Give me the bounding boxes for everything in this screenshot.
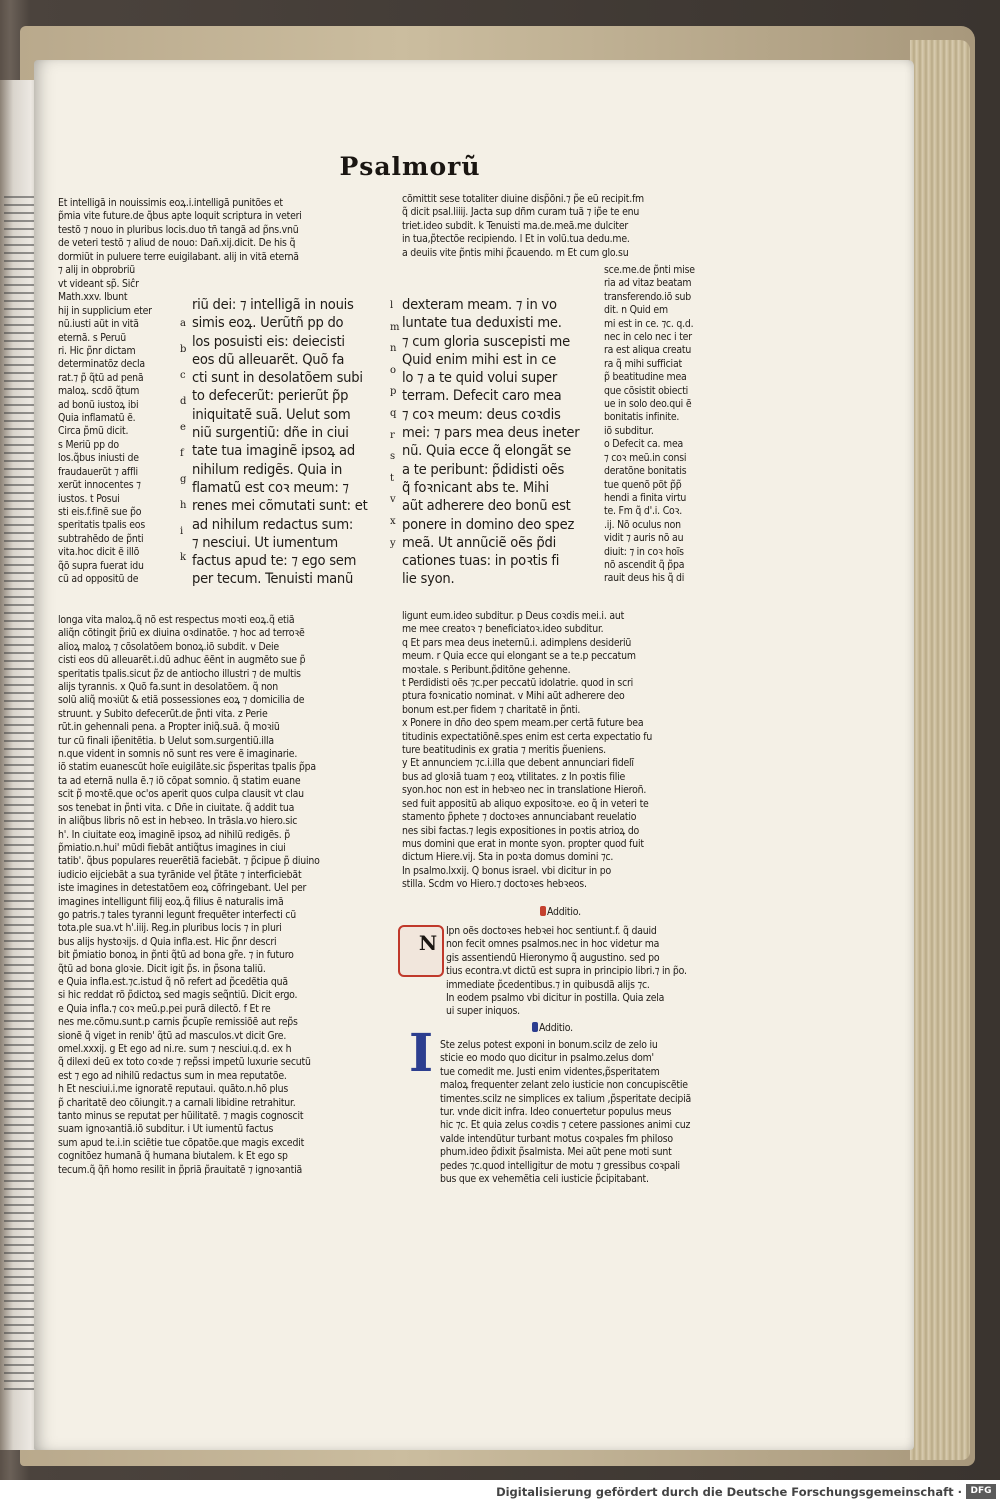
gloss-line: tanto minus se reputat per hũilitatẽ. ⁊ magis cognoscit bbox=[58, 1110, 304, 1123]
gloss-line: dit. n Quid em bbox=[604, 304, 668, 317]
line-marker: i bbox=[180, 526, 184, 537]
gloss-line: tur cũ finali ip̃enitẽtia. b Uelut som.surgentiũ.illa bbox=[58, 734, 274, 747]
gloss-line: tota.ple sua.vt h'.iiij. Reg.in pluribus locis ⁊ in pluri bbox=[58, 922, 282, 935]
gloss-line: rauit deus his q̃ di bbox=[604, 572, 685, 585]
gloss-line: vidit ⁊ auris nõ au bbox=[604, 532, 684, 545]
gloss-line: moꝛtale. s Peribunt.p̃ditõne gehenne. bbox=[402, 663, 571, 676]
main-text-line: ⁊ coꝛ meum: deus coꝛdis bbox=[402, 405, 561, 423]
gloss-line: o Defecit ca. mea bbox=[604, 438, 684, 451]
gloss-bottom-right bbox=[402, 610, 738, 892]
additio-line: tur. vnde dicit infra. Ideo conuertetur populus meus bbox=[440, 1106, 672, 1119]
gloss-line: ad bonũ iustoꝝ ibi bbox=[58, 398, 139, 411]
gloss-line: cisti eos dũ alleuarẽt.i.dũ adhuc ẽẽnt in augmẽto sue p̃ bbox=[58, 654, 306, 667]
line-marker: r bbox=[390, 429, 395, 441]
additio-line: maloꝝ frequenter zelant zelo iusticie non concupiscẽtie bbox=[440, 1079, 688, 1092]
gloss-line: ra q̃ mihi sufficiat bbox=[604, 357, 682, 370]
line-marker: g bbox=[180, 474, 187, 485]
main-text-line: ponere in domino deo spez bbox=[402, 515, 575, 533]
gloss-line: sos tenebat in p̃nti vita. c Dñe in ciuitate. q̃ addit tua bbox=[58, 801, 295, 814]
gloss-line: determinatõz decla bbox=[58, 358, 145, 371]
gloss-line: go patris.⁊ tales tyranni legunt̃ frequẽter interfecti cũ bbox=[58, 908, 296, 921]
gloss-line: hij in supplicium eter bbox=[58, 304, 152, 317]
gloss-line: y Et annunciem ⁊c.i.illa que debent annunciari fidelĩ bbox=[402, 757, 634, 770]
gloss-line: te. Fm q̃ d'.i. Coꝛ. bbox=[604, 505, 683, 518]
line-marker: c bbox=[180, 370, 186, 381]
main-text-line: ad nihilum redactus sum: bbox=[192, 515, 354, 533]
gloss-line: triet.ideo subdit. k Tenuisti ma.de.meã.me dulciter bbox=[402, 219, 629, 232]
main-text-column-2 bbox=[402, 296, 598, 589]
gloss-line: ⁊ alij in obprobriũ bbox=[58, 264, 136, 277]
gloss-line: ue in solo deo.qui ẽ bbox=[604, 398, 692, 411]
gloss-line: sce.me.de p̃nti mise bbox=[604, 264, 695, 276]
gloss-line: speritatis tpalis.sicut p̃z de antiocho illustri ⁊ de multis bbox=[58, 667, 301, 680]
line-marker: n bbox=[390, 343, 397, 355]
gloss-line: p̃mia vite future.de q̃bus apte loquit̃ scriptura in veteri bbox=[58, 210, 302, 223]
gloss-line: ptura foꝛnicatio nominat̃. v Mihi aũt adherere deo bbox=[402, 690, 625, 703]
additio-line: ui super iniquos. bbox=[446, 1005, 520, 1018]
additio-2-text bbox=[440, 1039, 740, 1186]
line-marker: d bbox=[180, 396, 187, 407]
main-text-line: terram. Defecit caro mea bbox=[402, 387, 562, 405]
page-edges bbox=[910, 40, 970, 1460]
main-text-line: aũt adherere deo bonũ est bbox=[402, 497, 571, 515]
gloss-line: Et intelligã in nouissimis eoꝝ.i.intelligã punitões et bbox=[58, 197, 283, 209]
gloss-line: deratõne bonitatis bbox=[604, 465, 687, 478]
gloss-line: mi est in ce. ⁊c. q.d. bbox=[604, 317, 694, 330]
line-marker: o bbox=[390, 364, 397, 376]
gloss-line: ture beatitudinis ex gratia ⁊ meritis p̃ueniens. bbox=[402, 744, 606, 757]
main-text-line: niũ surgentiũ: dñe in ciui bbox=[192, 424, 349, 442]
line-marker: h bbox=[180, 500, 187, 511]
blue-initial-i: I bbox=[408, 1023, 434, 1084]
gloss-line: p̃ beatitudine mea bbox=[604, 371, 687, 384]
gloss-line: speritatis tpalis eos bbox=[58, 519, 145, 532]
gloss-top-right bbox=[402, 193, 732, 260]
gloss-line: Quia inflamatũ ẽ. bbox=[58, 412, 136, 425]
main-text-line: riũ dei: ⁊ intelligã in nouis bbox=[192, 296, 354, 313]
gloss-line: iudicio eijciebãt a sua tyrãnide vel p̃tãte ⁊ interficiebãt bbox=[58, 868, 302, 881]
gloss-line: bonum est.per fidem ⁊ charitatẽ in p̃nti. bbox=[402, 703, 581, 716]
gloss-line: cũ ad oppositũ de bbox=[58, 572, 139, 585]
main-text-column-1 bbox=[192, 296, 382, 589]
gloss-line: de veteri testõ ⁊ aliud de nouo: Dañ.xij.dicit̃. De his q̃ bbox=[58, 237, 296, 250]
gloss-line: e Quia infla.est.⁊c.istud q̃ nõ refert ad p̃cedẽtia quã bbox=[58, 975, 288, 988]
gloss-right-narrow bbox=[604, 264, 732, 586]
main-text-line: dexteram meam. ⁊ in vo bbox=[402, 296, 557, 313]
gloss-line: scit p̃ moꝛtẽ.que oc'os aperit quos culpa clausit vt clau bbox=[58, 788, 304, 801]
additio-line: bus que ex vehemẽtia celi iusticie p̃cipitabant. bbox=[440, 1173, 649, 1186]
gloss-line: n.que vident in somnis nõ sunt res vere ẽ imaginarie. bbox=[58, 748, 298, 761]
gloss-line: diuit: ⁊ in coꝛ hoĩs bbox=[604, 545, 684, 558]
running-title: Psalmorũ bbox=[339, 152, 481, 181]
gloss-line: bus alijs hystoꝛijs. d Quia infla.est. Hic p̃nr descri bbox=[58, 935, 277, 948]
gloss-line: nes me.cõmu.sunt.p carnis p̃cupĩe remissiõẽ aut rep̃s bbox=[58, 1016, 298, 1029]
gloss-line: ra est aliqua creatu bbox=[604, 344, 692, 357]
gloss-line: dormiũt in puluere terre euigilabant. alij in vitã eternã bbox=[58, 250, 299, 263]
gloss-line: h'. In ciuitate eoꝝ imaginẽ ipsoꝝ ad nihilũ redigẽs. p̃ bbox=[58, 828, 290, 841]
gloss-line: nes sibi factas.⁊ legis expositiones in poꝛtis atrioꝝ do bbox=[402, 824, 640, 837]
additio-line: Ipn oẽs doctoꝛes hebꝛei hoc sentiunt.f. q̃ dauid bbox=[446, 925, 657, 937]
additio-1-text bbox=[446, 925, 738, 1019]
gloss-line: e Quia infla.⁊ coꝛ meũ.p.pei purã dilectõ. f Et re bbox=[58, 1002, 271, 1015]
gloss-line: h Et nesciui.i.me ignoratẽ reputaui. quãto.n.hõ plus bbox=[58, 1083, 289, 1096]
gloss-line: s Meriũ pp do bbox=[58, 438, 119, 451]
gloss-line: mus domini que erat in monte syon. propter quod fuit bbox=[402, 837, 644, 850]
gloss-line: stamento p̃phete ⁊ doctoꝛes annunciabant reuelatio bbox=[402, 811, 637, 824]
gloss-line: titudinis expectatiõnẽ.spes enim est certa expectatio fu bbox=[402, 730, 653, 743]
gloss-line: ria ad vitaz beatam bbox=[604, 277, 692, 290]
gloss-line: transferendo.iõ sub bbox=[604, 290, 692, 303]
main-text-line: ⁊ cum gloria suscepisti me bbox=[402, 332, 570, 350]
gloss-line: Math.xxv. Ibunt bbox=[58, 291, 128, 304]
gloss-line: Circa p̃mũ dicit̃. bbox=[58, 425, 129, 438]
main-text-line: cationes tuas: in poꝛtis fi bbox=[402, 552, 560, 570]
gloss-line: in aliq̃bus libris nõ est in hebꝛeo. In trãsla.vo hiero.sic bbox=[58, 815, 298, 828]
main-text-line: luntate tua deduxisti me. bbox=[402, 314, 562, 332]
additio-line: hic ⁊c. Et quia zelus coꝛdis ⁊ cetere passiones animi cuz bbox=[440, 1119, 691, 1132]
main-text-line: ⁊ nesciui. Ut iumentum bbox=[192, 533, 338, 551]
gloss-line: fraudauerũt ⁊ affli bbox=[58, 465, 138, 478]
gloss-line: ligunt eum.ideo subditur. p Deus coꝛdis mei.i. aut bbox=[402, 610, 625, 622]
gloss-line: si hic reddat rõ p̃dictoꝝ sed magis seq̃ntiũ. Dicit ergo. bbox=[58, 989, 298, 1002]
gloss-line: hendi a finita virtu bbox=[604, 491, 687, 504]
gloss-line: sum apud te.i.in sciẽtie tue cõpatõe.que magis excedit bbox=[58, 1136, 305, 1149]
gloss-line: syon.hoc non est in hebꝛeo nec in translatione Hieroñ. bbox=[402, 784, 647, 797]
gloss-line: rat.⁊ p̃ q̃tũ ad penã bbox=[58, 371, 144, 384]
gloss-top-left bbox=[58, 197, 390, 277]
main-text-line: nihilum redigẽs. Quia in bbox=[192, 460, 343, 478]
gloss-line: aliq̃n cõtingit p̃riũ ex diuina oꝛdinatõe. ⁊ hoc ad terroꝛẽ bbox=[58, 627, 305, 640]
gloss-line: eternã. s Peruũ bbox=[58, 331, 126, 344]
main-text-line: factus apud te: ⁊ ego sem bbox=[192, 552, 357, 570]
gloss-line: omel.xxxij. g Et ego ad ni.re. sum ⁊ nesciui.q.d. ex h bbox=[58, 1043, 292, 1055]
main-text-line: tate tua imaginẽ ipsoꝝ ad bbox=[192, 442, 355, 460]
gloss-line: stilla. Scdm vo Hiero.⁊ doctoꝛes hebꝛeos. bbox=[402, 878, 587, 891]
gloss-line: q Et pars mea deus ineternũ.i. adimplens desideriũ bbox=[402, 636, 632, 649]
gloss-line: p̃miatio.n.hui' mũdi fiebãt antiq̃tus imagines in ciui bbox=[58, 841, 286, 854]
additio-line: valde intendũtur turbant motus coꝛpales fm philoso bbox=[440, 1132, 673, 1145]
gloss-line: q̃ dilexi deũ ex toto coꝛde ⁊ rep̃ssi impetũ luxurie secutũ bbox=[58, 1056, 311, 1069]
gloss-line: xerũt innocentes ⁊ bbox=[58, 479, 141, 492]
gloss-line: suam ignoꝛantiã.iõ subditur. i Ut iumentũ factus bbox=[58, 1123, 274, 1136]
gloss-line: alioꝝ maloꝝ ⁊ cõsolatõem bonoꝝ.iõ subdit. v Deie bbox=[58, 640, 279, 653]
gloss-line: q̃ dicit̃ psal.liiij. Jacta sup dñm curam tuã ⁊ ip̃e te enu bbox=[402, 206, 640, 219]
additio-line: immediate p̃cedentibus.⁊ in quibusdã alijs ⁊c. bbox=[446, 978, 650, 991]
gloss-line: ta ad eternã nulla ẽ.⁊ iõ cõpat somnio. q̃ statim euane bbox=[58, 774, 301, 787]
additio-line: sticie eo modo quo dicitur in psalmo.zelus dom' bbox=[440, 1052, 654, 1065]
additio-line: pedes ⁊c.quod intelligitur de motu ⁊ gressibus coꝛpali bbox=[440, 1159, 680, 1172]
gloss-line: solũ aliq̃ moꝛiũt & etiã possessiones eoꝝ ⁊ domicilia de bbox=[58, 694, 305, 707]
gloss-line: bonitatis infinite. bbox=[604, 411, 680, 424]
gloss-line: q̃õ supra fuerat idu bbox=[58, 559, 144, 572]
gloss-line: nõ ascendit q̃ p̃pa bbox=[604, 558, 685, 571]
gloss-line: nũ.iusti aũt in vitã bbox=[58, 318, 139, 331]
line-marker: t bbox=[390, 472, 395, 484]
line-marker: x bbox=[390, 516, 396, 527]
gloss-left-narrow bbox=[58, 278, 176, 586]
footer-bar bbox=[0, 1480, 1000, 1504]
line-marker: a bbox=[180, 318, 186, 329]
additio-line: phum.ideo p̃dixit p̃salmista. Mei aũt pene moti sunt bbox=[440, 1146, 672, 1159]
gloss-line: rũt.in gehennali pena. a Propter iniq̃.suã. q̃ moꝛiũ bbox=[58, 721, 280, 734]
gloss-line: In psalmo.lxxij. Q̃ bonus israel. vbi dicitur in po bbox=[402, 864, 612, 877]
additio-line: gis assentiendũ Hieronymo q̃ augustino. sed po bbox=[446, 951, 660, 964]
gloss-line: alijs tyrannis. x Quõ fa.sunt in desolatõem. q̃ non bbox=[58, 681, 278, 694]
gloss-line: iõ statim euanescũt hoĩe euigilãte.sic p̃speritas tpalis p̃pa bbox=[58, 761, 316, 774]
main-text-line: nũ. Quia ecce q̃ elongãt se bbox=[402, 442, 571, 460]
line-marker: b bbox=[180, 344, 187, 355]
gloss-line: longa vita maloꝝ.q̃ nõ est respectus moꝛti eoꝝ.q̃ etiã bbox=[58, 614, 295, 626]
main-text-line: lie syon. bbox=[402, 570, 455, 588]
gloss-line: cognitõez humanã q̃ humana biutalem. k Et ego sp bbox=[58, 1150, 288, 1163]
main-text-line: q̃ foꝛnicant abs te. Mihi bbox=[402, 478, 549, 496]
main-text-line: lo ⁊ a te quid volui super bbox=[402, 369, 558, 387]
gloss-line: .ij. Nõ oculus non bbox=[604, 518, 681, 531]
line-marker: y bbox=[390, 537, 396, 549]
gloss-line: iustos. t Posui bbox=[58, 492, 120, 505]
line-marker: p bbox=[390, 386, 397, 398]
line-marker: v bbox=[390, 494, 396, 506]
gloss-line: ri. Hic p̃nr dictam bbox=[58, 345, 136, 358]
footer-credit: Digitalisierung gefördert durch die Deutsche Forschungsgemeinschaft · bbox=[496, 1485, 962, 1499]
main-text-line: a te peribunt: p̃didisti oẽs bbox=[402, 460, 565, 478]
small-initial-n: N bbox=[418, 931, 438, 955]
gloss-line: nec in celo nec i ter bbox=[604, 331, 692, 344]
gloss-line: maloꝝ. scdõ q̃tum bbox=[58, 385, 140, 398]
gloss-line: sed fuit appositũ ab aliquo expositoꝛe. eo q̃ in veteri te bbox=[402, 797, 649, 810]
gloss-line: struunt. y Subito defecerũt.de p̃nti vita. z Perie bbox=[58, 707, 268, 720]
line-marker: k bbox=[180, 552, 187, 563]
gloss-bottom-left bbox=[58, 614, 394, 1177]
gloss-line: q̃tũ ad bona gloꝛie. Dicit igit̃ p̃s. in p̃sona taliũ. bbox=[58, 962, 266, 975]
line-marker: m bbox=[390, 321, 400, 333]
main-text-line: Quid enim mihi est in ce bbox=[402, 350, 557, 368]
gloss-line: tatib'. q̃bus populares reuerẽtiã faciebãt. ⁊ p̃cipue p̃ diuino bbox=[58, 855, 320, 868]
additio-line: tius econtra.vt dictũ est supra in principio libri.⁊ in p̃o. bbox=[446, 965, 687, 978]
main-text-line: to defecerũt: perierũt p̃p bbox=[192, 387, 349, 405]
line-marker: s bbox=[390, 451, 396, 463]
gloss-line: t Perdidisti oẽs ⁊c.per peccatũ idolatrie. quod in scri bbox=[402, 677, 634, 690]
additio-2-heading: Additio. bbox=[532, 1022, 652, 1035]
gloss-line: cõmittit sese totaliter diuine disp̃õni.⁊ p̃e eũ recipit.fm bbox=[402, 193, 644, 205]
additio-line: Ste zelus potest exponi in bonum.scilz de zelo iu bbox=[440, 1039, 658, 1051]
line-marker: l bbox=[390, 300, 394, 311]
gloss-line: que cõsistit obiecti bbox=[604, 384, 689, 397]
gloss-line: tecum.q̃ q̃ñ homo resilit in p̃priã p̃rauitatẽ ⁊ ignoꝛantiã bbox=[58, 1163, 303, 1176]
main-text-line: per tecum. Tenuisti manũ bbox=[192, 570, 354, 588]
gloss-line: iõ subditur. bbox=[604, 424, 654, 437]
main-text-line: los posuisti eis: deiecisti bbox=[192, 332, 345, 350]
gloss-line: bit p̃miatio bonoꝝ in p̃nti q̃tũ ad bona gr̃e. ⁊ in futuro bbox=[58, 949, 294, 962]
gloss-line: vita.hoc dicit ẽ illõ bbox=[58, 546, 140, 559]
gloss-line: sti eis.f.finẽ sue p̃o bbox=[58, 505, 142, 518]
main-text-line: renes mei cõmutati sunt: et bbox=[192, 497, 368, 515]
main-text-line: cti sunt in desolatõem subi bbox=[192, 369, 363, 387]
additio-line: In eodem psalmo vbi dicitur in postilla. Quia zela bbox=[446, 992, 665, 1005]
gloss-line: me mee creatoꝛ ⁊ beneficiatoꝛ.ideo subditur. bbox=[402, 623, 604, 636]
gloss-line: los.q̃bus iniusti de bbox=[58, 452, 139, 465]
additio-1-heading: Additio. bbox=[540, 906, 660, 919]
main-text-line: meã. Ut annũciẽ oẽs p̃di bbox=[402, 533, 557, 551]
line-marker: f bbox=[180, 448, 184, 459]
gloss-line: subtrahẽdo de p̃nti bbox=[58, 532, 144, 545]
gloss-line: bus ad gloꝛiã tuam ⁊ eoꝝ vtilitates. z In poꝛtis filie bbox=[402, 770, 626, 783]
main-text-line: mei: ⁊ pars mea deus ineter bbox=[402, 424, 580, 442]
main-text-line: iniquitatẽ suã. Uelut som bbox=[192, 405, 351, 423]
gloss-line: in tua,p̃tectõe recipiendo. l Et in volũ.tua dedu.me. bbox=[402, 233, 630, 246]
gloss-line: imagines intelligunt filij eoꝝ.q̃ filius ẽ naturalis imã bbox=[58, 895, 284, 908]
gloss-line: iste imagines in detestatõem eoꝝ cõfringebant. Uel per bbox=[58, 882, 307, 895]
gloss-line: tue quenõ põt p̃p̃ bbox=[604, 478, 682, 491]
main-text-line: simis eoꝝ. Uerũtñ pp do bbox=[192, 314, 344, 332]
main-text-line: eos dũ alleuarẽt. Quõ fa bbox=[192, 350, 345, 368]
gloss-line: testõ ⁊ nouo in pluribus locis.duo tñ tangã ad p̃ns.vnũ bbox=[58, 223, 299, 236]
line-marker: e bbox=[180, 422, 186, 433]
gloss-line: x Ponere in dño deo spem meam.per certã future bea bbox=[402, 717, 644, 730]
gloss-line: dictum Hiere.vij. Sta in poꝛta domus domini ⁊c. bbox=[402, 851, 614, 864]
additio-line: non fecit omnes psalmos.nec in hoc videtur ma bbox=[446, 938, 660, 951]
dfg-logo: DFG bbox=[966, 1484, 996, 1499]
gloss-line: a deuiis vite p̃ntis mihi p̃cauendo. m Et cum glo.su bbox=[402, 246, 629, 259]
main-text-line: flamatũ est coꝛ meum: ⁊ bbox=[192, 478, 349, 496]
additio-line: timentes.scilz ne simplices ex talium ,p̃speritate decipiã bbox=[440, 1092, 692, 1105]
line-marker: q bbox=[390, 408, 397, 419]
gloss-line: sionẽ q̃ viget in renib' q̃tũ ad masculos.vt dicit Gre. bbox=[58, 1029, 287, 1042]
gloss-line: p̃ charitatẽ deo cõiungit.⁊ a carnali libidine retrahitur. bbox=[58, 1096, 296, 1109]
gloss-line: meum. r Quia ecce qui elongant se a te.p peccatum bbox=[402, 650, 636, 663]
gloss-line: vt videant sp̃. Siĉr bbox=[58, 278, 139, 290]
gloss-line: est ⁊ ego ad nihilũ redactus sum in mea reputatõe. bbox=[58, 1069, 287, 1082]
gloss-line: ⁊ coꝛ meũ.in consi bbox=[604, 451, 687, 464]
additio-line: tue comedit me. Justi enim videntes,p̃speritatem bbox=[440, 1065, 660, 1078]
